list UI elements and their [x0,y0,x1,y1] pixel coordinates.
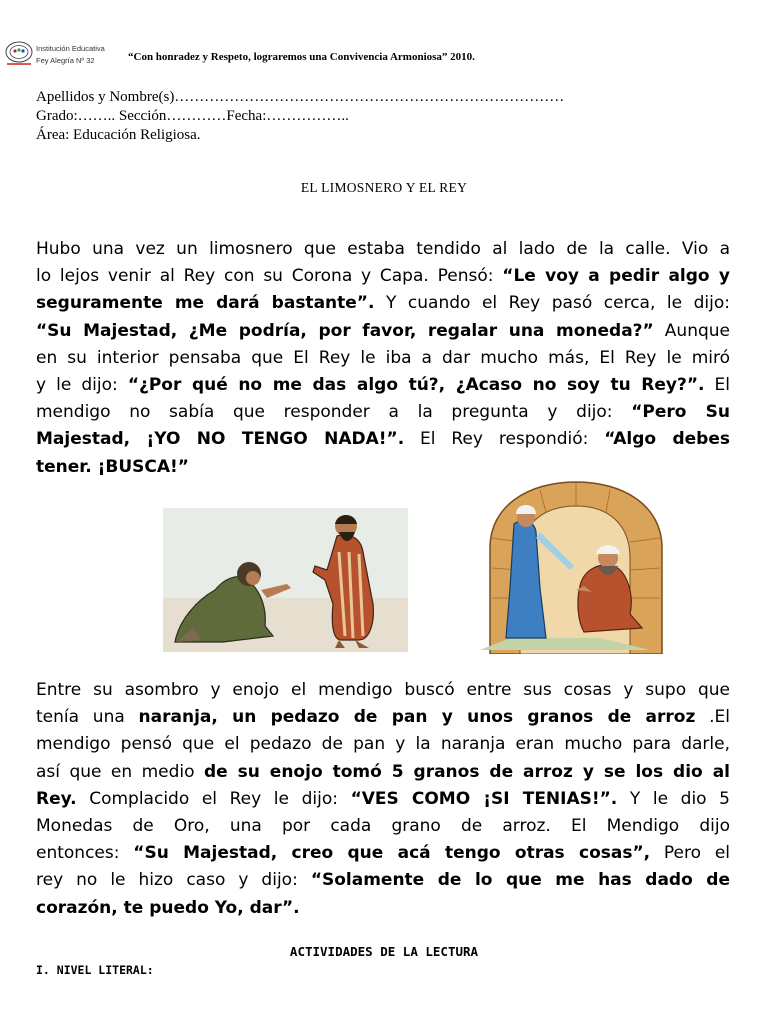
text-line [36,236,730,263]
bold-text-run: corazón, te puedo Yo, dar”. [36,897,300,918]
bold-text-run: “Le voy a pedir algo y [502,266,730,287]
text-line [36,813,730,840]
bold-text-run: seguramente me dará bastante”. [36,293,375,314]
literal-level-heading: I. NIVEL LITERAL: [36,963,154,977]
text-run: Entre su asombro y enojo el mendigo buscó entre sus cosas y supo que [36,680,730,700]
story-paragraph-1 [36,236,730,481]
text-run: Monedas de Oro, una por cada grano de arroz. El Mendigo dijo [36,816,730,837]
text-run: Hubo una vez un limosnero que estaba tendido al lado de la calle. Vio a [36,239,730,259]
bold-text-run: de su enojo tomó 5 granos de arroz y se los dio al [203,761,730,782]
institution-name [36,43,105,67]
text-line [36,290,730,317]
activities-heading: ACTIVIDADES DE LA LECTURA [289,944,479,959]
text-run: Y cuando el Rey pasó cerca, le dijo: [374,293,730,314]
king-giving-alms-illustration [480,478,670,654]
bold-text-run: Rey. [36,788,77,809]
text-run: tenía una [36,707,139,728]
beggar-and-king-illustration [163,508,408,652]
text-run: Complacido el Rey le dijo: [76,788,351,809]
text-run: y le dijo: [36,375,128,396]
text-line [36,704,730,731]
bold-text-run: “Su Majestad, creo que acá tengo otras cosas”, [133,843,651,864]
area-line: Área: Educación Religiosa. [36,127,201,143]
story-paragraph-2 [36,677,730,922]
institution-line-2: Fey Alegría Nº 32 [36,56,95,65]
bold-text-run: “Solamente de lo que me has dado de [310,870,730,891]
bold-text-run: tener. ¡BUSCA!” [36,456,189,477]
bold-text-run: Majestad, ¡YO NO TENGO NADA!”. [36,429,405,450]
bold-text-run: “Su Majestad, ¿Me podría, por favor, regalar una moneda?” [36,320,654,341]
text-run: así que en medio [36,761,204,782]
text-run: en su interior pensaba que El Rey le iba a dar mucho más, El Rey le miró [36,347,730,368]
text-run: mendigo no sabía que responder a la pregunta y dijo: [36,402,632,423]
text-line [36,399,730,426]
text-run: entonces: [36,843,134,864]
bold-text-run: “Pero Su [631,402,730,423]
bold-text-run: “VES COMO ¡SI TENIAS!”. [350,788,618,809]
text-run: Pero el [650,843,731,864]
text-run: Y le dio 5 [617,788,730,809]
bold-text-run: “Algo debes [604,429,730,450]
text-run: .El [695,707,730,728]
story-title: EL LIMOSNERO Y EL REY [300,180,468,195]
text-run: mendigo pensó que el pedazo de pan y la naranja eran mucho para darle, [36,734,730,755]
text-run: El Rey respondió: [404,429,605,450]
text-line [36,372,730,399]
text-line [36,426,730,453]
bold-text-run: naranja, un pedazo de pan y unos granos de arroz [138,707,696,728]
grade-section-date-line: Grado:…….. Sección…………Fecha:…………….. [36,108,349,124]
text-line [36,895,730,922]
text-line [36,731,730,758]
text-run: Aunque [653,320,730,341]
text-line [36,677,730,704]
text-run: rey no le hizo caso y dijo: [36,870,311,891]
text-line [36,840,730,867]
text-line [36,786,730,813]
student-form [36,88,564,145]
text-run: lo lejos venir al Rey con su Corona y Capa. Pensó: [36,266,503,287]
bold-text-run: “¿Por qué no me das algo tú?, ¿Acaso no soy tu Rey?”. [127,375,705,396]
text-line [36,759,730,786]
motto: “Con honradez y Respeto, lograremos una Convivencia Armoniosa” 2010. [128,51,475,63]
name-field-line: Apellidos y Nombre(s)…………………………………………………………………… [36,89,565,105]
text-line [36,454,730,481]
institution-line-1: Institución Educativa [36,44,105,53]
text-line [36,318,730,345]
text-line [36,867,730,894]
school-logo [4,40,34,66]
text-line [36,263,730,290]
text-line [36,345,730,372]
text-run: El [704,375,730,396]
